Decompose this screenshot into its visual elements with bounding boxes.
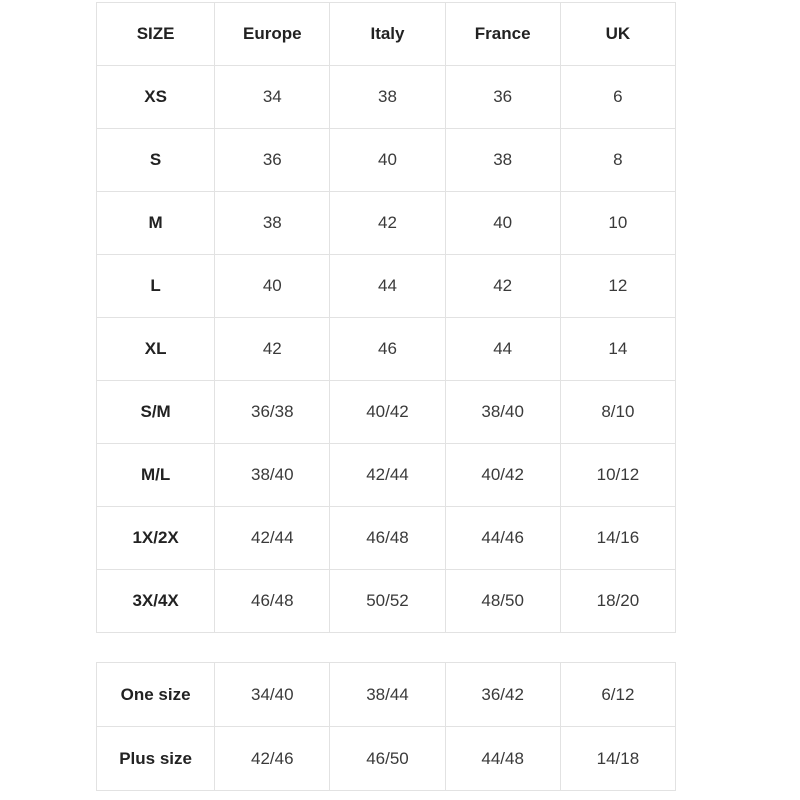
row-label: L bbox=[97, 255, 215, 318]
cell-europe: 46/48 bbox=[215, 570, 330, 633]
column-header-france: France bbox=[445, 3, 560, 66]
table-row bbox=[97, 727, 676, 791]
cell-france: 44/46 bbox=[445, 507, 560, 570]
cell-italy: 42/44 bbox=[330, 444, 445, 507]
cell-italy: 46/50 bbox=[330, 727, 445, 791]
row-label: 1X/2X bbox=[97, 507, 215, 570]
cell-uk: 14 bbox=[560, 318, 675, 381]
cell-europe: 36/38 bbox=[215, 381, 330, 444]
row-label: XS bbox=[97, 66, 215, 129]
size-chart-table-container bbox=[96, 2, 676, 633]
table-row bbox=[97, 318, 676, 381]
one-size-table bbox=[96, 662, 676, 791]
cell-europe: 42/46 bbox=[215, 727, 330, 791]
table-row bbox=[97, 129, 676, 192]
column-header-europe: Europe bbox=[215, 3, 330, 66]
cell-france: 38/40 bbox=[445, 381, 560, 444]
column-header-italy: Italy bbox=[330, 3, 445, 66]
cell-uk: 12 bbox=[560, 255, 675, 318]
row-label: M bbox=[97, 192, 215, 255]
cell-italy: 42 bbox=[330, 192, 445, 255]
table-row bbox=[97, 255, 676, 318]
table-row bbox=[97, 444, 676, 507]
cell-italy: 38/44 bbox=[330, 663, 445, 727]
cell-uk: 8/10 bbox=[560, 381, 675, 444]
cell-europe: 38 bbox=[215, 192, 330, 255]
row-label: One size bbox=[97, 663, 215, 727]
cell-europe: 36 bbox=[215, 129, 330, 192]
cell-europe: 38/40 bbox=[215, 444, 330, 507]
cell-italy: 40/42 bbox=[330, 381, 445, 444]
cell-italy: 46/48 bbox=[330, 507, 445, 570]
table-row bbox=[97, 570, 676, 633]
table-row bbox=[97, 381, 676, 444]
row-label: XL bbox=[97, 318, 215, 381]
cell-france: 48/50 bbox=[445, 570, 560, 633]
row-label: M/L bbox=[97, 444, 215, 507]
size-chart-table bbox=[96, 2, 676, 633]
table-row bbox=[97, 66, 676, 129]
cell-europe: 42/44 bbox=[215, 507, 330, 570]
cell-france: 36/42 bbox=[445, 663, 560, 727]
table-row bbox=[97, 663, 676, 727]
cell-italy: 50/52 bbox=[330, 570, 445, 633]
row-label: 3X/4X bbox=[97, 570, 215, 633]
table-row bbox=[97, 192, 676, 255]
column-header-uk: UK bbox=[560, 3, 675, 66]
table-header-row bbox=[97, 3, 676, 66]
cell-france: 38 bbox=[445, 129, 560, 192]
column-header-size: SIZE bbox=[97, 3, 215, 66]
cell-france: 36 bbox=[445, 66, 560, 129]
row-label: S bbox=[97, 129, 215, 192]
cell-france: 44/48 bbox=[445, 727, 560, 791]
cell-uk: 18/20 bbox=[560, 570, 675, 633]
cell-france: 40/42 bbox=[445, 444, 560, 507]
cell-uk: 10 bbox=[560, 192, 675, 255]
table-row bbox=[97, 507, 676, 570]
cell-europe: 34 bbox=[215, 66, 330, 129]
cell-uk: 6 bbox=[560, 66, 675, 129]
cell-uk: 6/12 bbox=[560, 663, 675, 727]
cell-uk: 14/16 bbox=[560, 507, 675, 570]
cell-france: 42 bbox=[445, 255, 560, 318]
cell-italy: 40 bbox=[330, 129, 445, 192]
cell-uk: 8 bbox=[560, 129, 675, 192]
cell-italy: 46 bbox=[330, 318, 445, 381]
cell-italy: 44 bbox=[330, 255, 445, 318]
cell-uk: 14/18 bbox=[560, 727, 675, 791]
cell-uk: 10/12 bbox=[560, 444, 675, 507]
cell-france: 44 bbox=[445, 318, 560, 381]
one-size-table-container bbox=[96, 662, 676, 791]
row-label: Plus size bbox=[97, 727, 215, 791]
cell-europe: 34/40 bbox=[215, 663, 330, 727]
cell-france: 40 bbox=[445, 192, 560, 255]
row-label: S/M bbox=[97, 381, 215, 444]
cell-italy: 38 bbox=[330, 66, 445, 129]
cell-europe: 42 bbox=[215, 318, 330, 381]
cell-europe: 40 bbox=[215, 255, 330, 318]
